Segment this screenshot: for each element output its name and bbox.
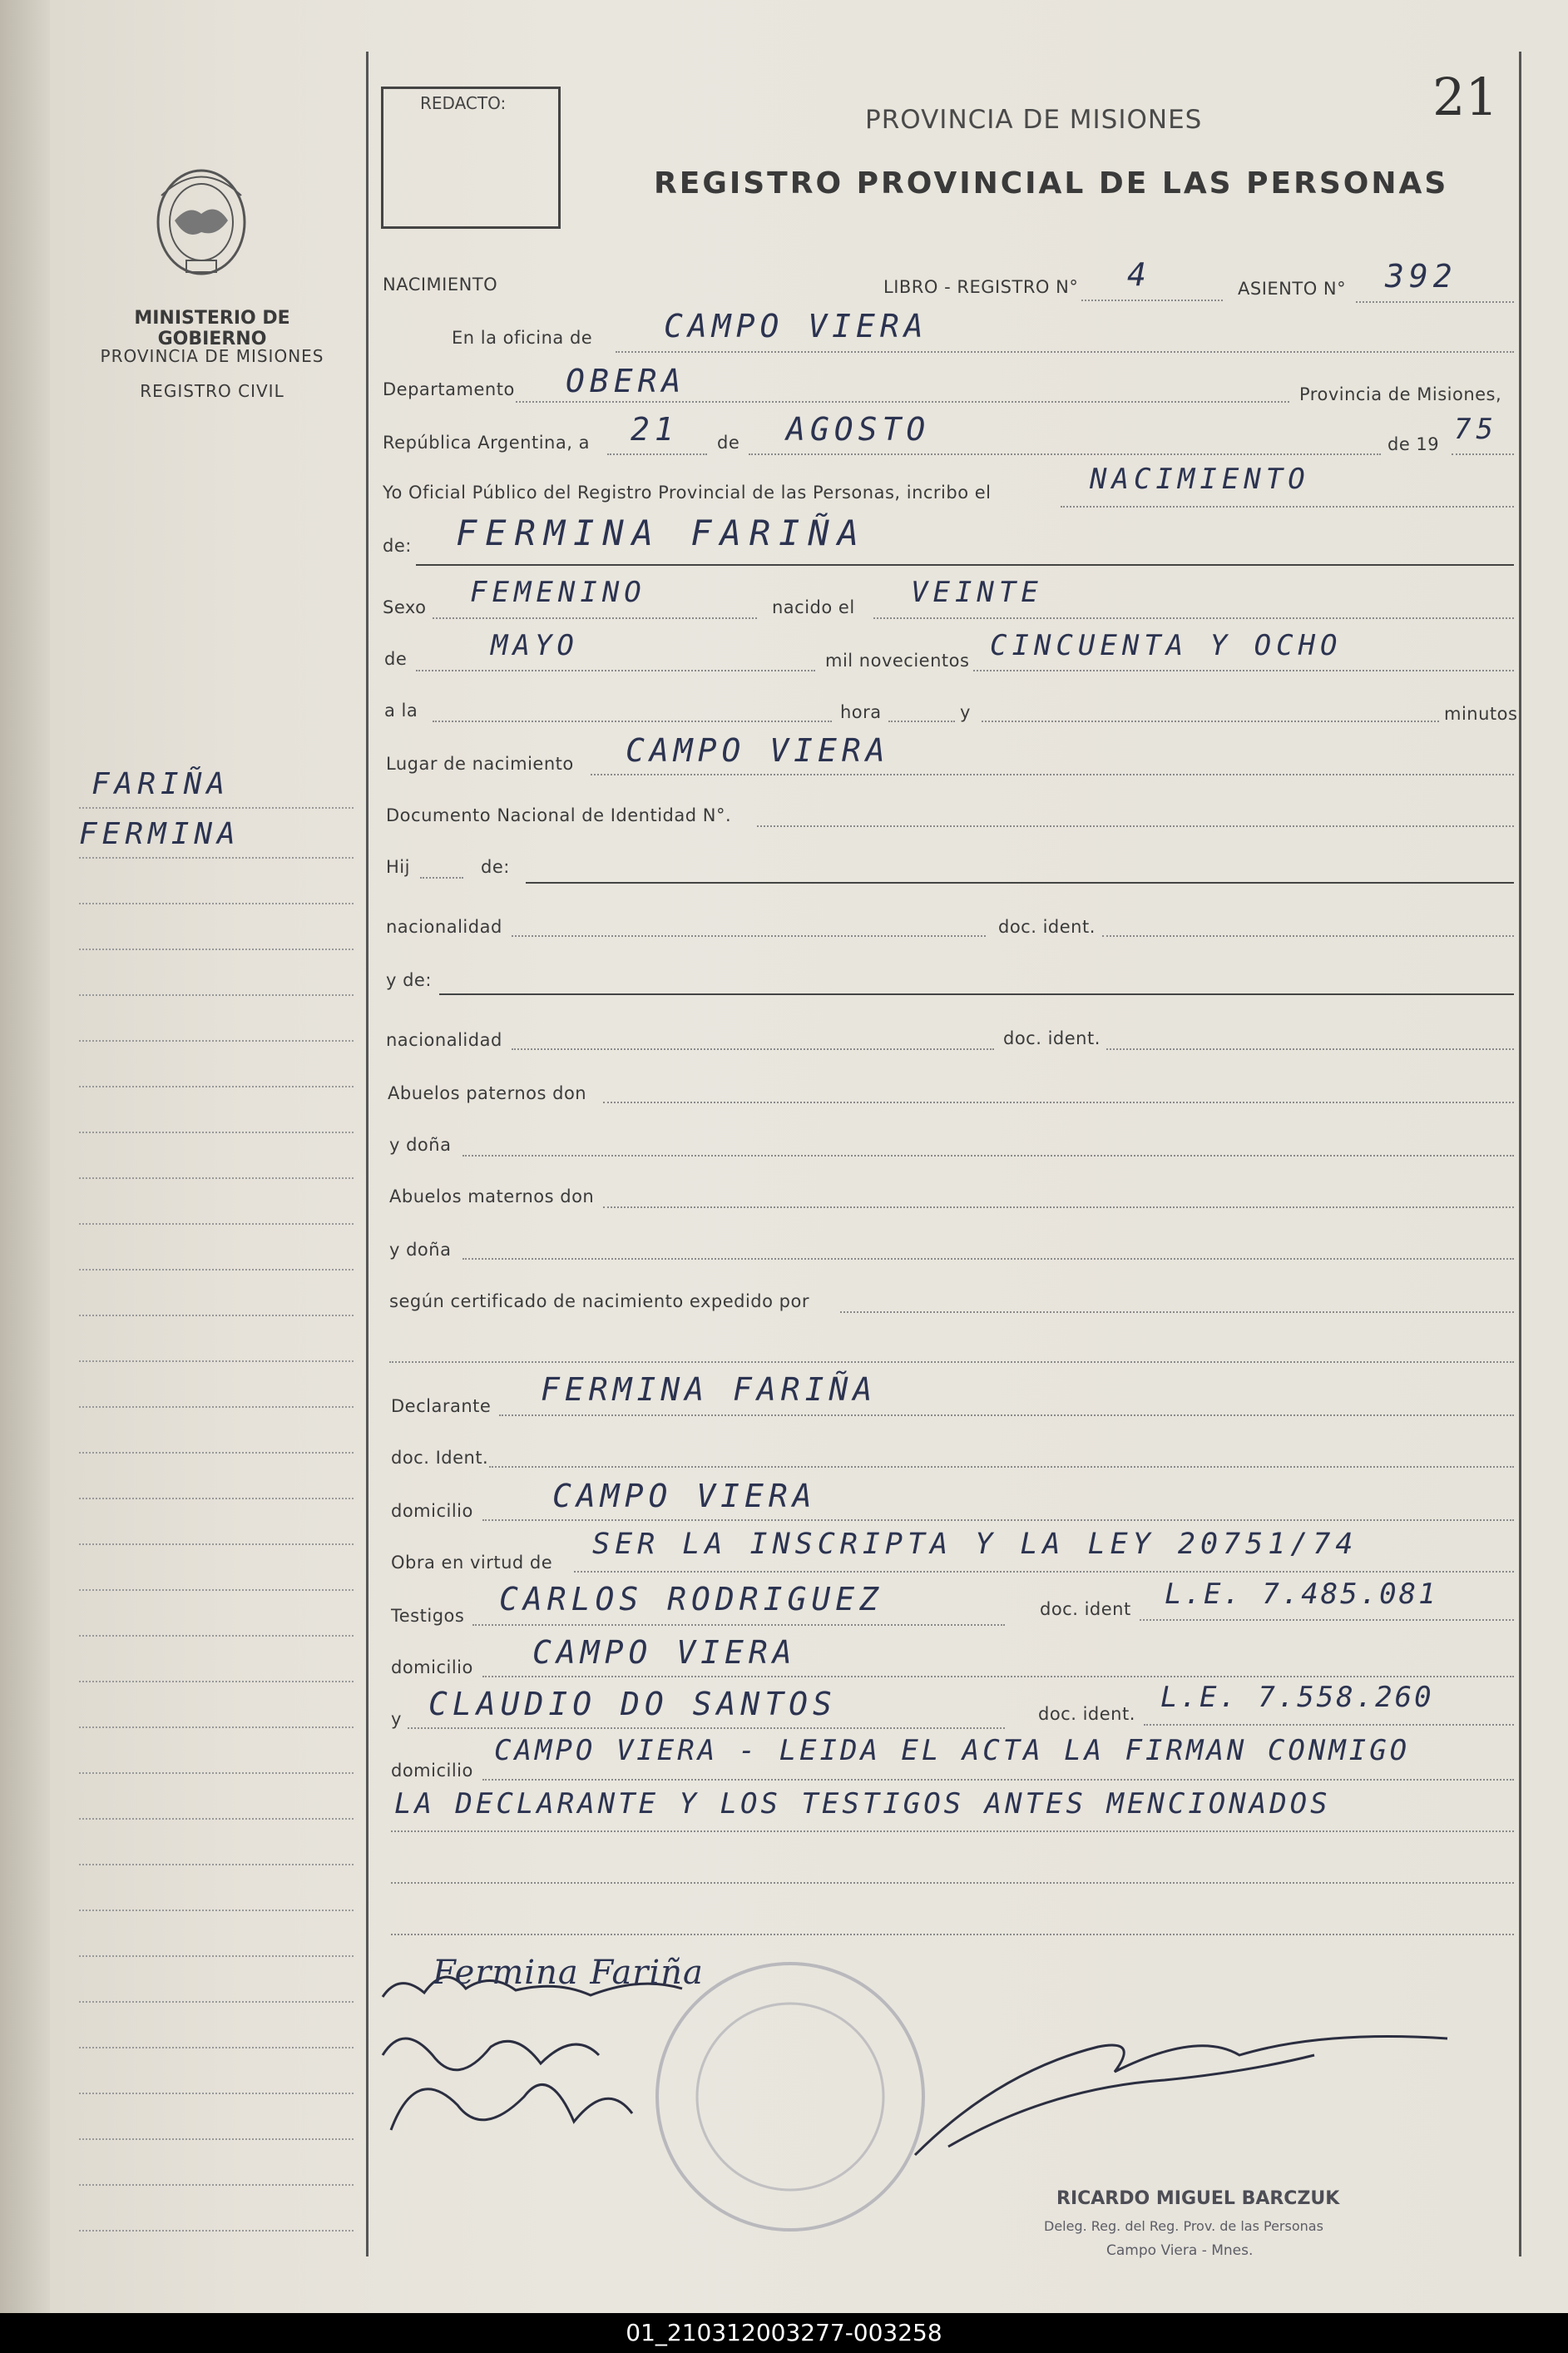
margin-note-surname: FARIÑA <box>92 767 230 801</box>
margin-rule <box>79 1681 354 1682</box>
year-line <box>1452 453 1514 455</box>
testigo2-value: CLAUDIO DO SANTOS <box>428 1686 837 1722</box>
margin-rule <box>79 2138 354 2140</box>
margin-rule <box>79 1726 354 1728</box>
milnov-label: mil novecientos <box>825 651 970 671</box>
testigo2-doc: L.E. 7.558.260 <box>1160 1681 1434 1714</box>
margin-rule <box>79 1772 354 1774</box>
province-heading: PROVINCIA DE MISIONES <box>865 105 1203 135</box>
domicilio3-line <box>482 1779 1514 1781</box>
dni-line <box>757 825 1514 827</box>
margin-rule <box>79 1543 354 1545</box>
registry-title: REGISTRO PROVINCIAL DE LAS PERSONAS <box>654 166 1449 201</box>
testigo1-value: CARLOS RODRIGUEZ <box>499 1581 884 1617</box>
parent2-line <box>439 993 1514 995</box>
obra-label: Obra en virtud de <box>391 1553 553 1573</box>
official-statement-label: Yo Oficial Público del Registro Provincial de las Personas, incribo el <box>383 483 992 503</box>
ydona1-line <box>462 1155 1514 1157</box>
testigo1-doc: L.E. 7.485.081 <box>1165 1578 1438 1611</box>
nacionalidad-label: nacionalidad <box>386 917 502 937</box>
blank-line <box>391 1882 1514 1884</box>
lugar-line <box>591 774 1514 775</box>
oficina-value: CAMPO VIERA <box>664 308 928 344</box>
day-line <box>607 453 707 455</box>
nacido-label: nacido el <box>772 597 855 617</box>
nacionalidad-line <box>512 935 986 937</box>
official-name: RICARDO MIGUEL BARCZUK <box>1056 2188 1340 2209</box>
nacionalidad2-line <box>512 1048 994 1050</box>
margin-rule <box>79 1452 354 1454</box>
margin-rule <box>79 2093 354 2094</box>
margin-rule <box>79 1910 354 1911</box>
declarante-line <box>499 1414 1514 1416</box>
abuelos-paternos-label: Abuelos paternos don <box>388 1083 587 1103</box>
departamento-value: OBERA <box>566 363 686 399</box>
docident-label: doc. ident. <box>998 917 1096 937</box>
hora-line <box>888 721 955 722</box>
asiento-value: 392 <box>1385 258 1457 295</box>
sexo-label: Sexo <box>383 597 427 617</box>
lugar-label: Lugar de nacimiento <box>386 754 574 774</box>
margin-rule <box>79 2230 354 2232</box>
nacionalidad2-label: nacionalidad <box>386 1030 502 1050</box>
sexo-value: FEMENINO <box>470 576 646 609</box>
margin-note-given-name: FERMINA <box>79 817 240 851</box>
lugar-value: CAMPO VIERA <box>626 732 890 769</box>
right-border-line <box>1519 52 1521 2256</box>
domicilio3-label: domicilio <box>391 1761 473 1781</box>
docident-line <box>1102 935 1514 937</box>
domicilio1-line <box>482 1519 1514 1521</box>
margin-rule <box>79 1498 354 1499</box>
redacto-label: REDACTO: <box>420 93 507 113</box>
ala-line <box>433 721 832 722</box>
declarant-signature: Fermina Fariña <box>433 1954 704 1992</box>
asiento-label: ASIENTO N° <box>1238 279 1347 299</box>
ministry-label: MINISTERIO DE GOBIERNO <box>134 308 290 349</box>
left-border-line <box>366 52 369 2256</box>
margin-rule <box>79 903 354 904</box>
dni-label: Documento Nacional de Identidad N°. <box>386 805 732 825</box>
margin-rule <box>79 2184 354 2186</box>
closing-line <box>391 1830 1514 1832</box>
docident2-line <box>1106 1048 1514 1050</box>
testigo1-doc-line <box>1140 1619 1514 1621</box>
margin-rule <box>79 1177 354 1179</box>
record-type-label: NACIMIENTO <box>383 275 498 295</box>
official-line <box>1061 506 1514 508</box>
birth-month-value: MAYO <box>491 629 579 662</box>
official-place: Campo Viera - Mnes. <box>1106 2242 1254 2259</box>
margin-rule <box>79 1269 354 1271</box>
docident2-label: doc. ident. <box>1003 1028 1101 1048</box>
ydona2-line <box>462 1258 1514 1260</box>
sidebar-registry: REGISTRO CIVIL <box>140 381 284 401</box>
margin-rule <box>79 1589 354 1591</box>
yde-label: y de: <box>386 970 432 990</box>
sidebar-province: PROVINCIA DE MISIONES <box>100 346 324 366</box>
declarante-value: FERMINA FARIÑA <box>541 1371 878 1408</box>
margin-rule <box>79 1040 354 1042</box>
minutos-label: minutos <box>1444 704 1518 724</box>
obra-line <box>574 1571 1514 1573</box>
domicilio1-label: domicilio <box>391 1501 473 1521</box>
birth-year-value: CINCUENTA Y OCHO <box>990 629 1343 662</box>
margin-rule <box>79 1864 354 1865</box>
abuelos-paternos-line <box>603 1102 1514 1103</box>
ala-label: a la <box>384 701 418 721</box>
year-prefix-label: de 19 <box>1387 434 1440 454</box>
page-number: 21 <box>1432 67 1498 127</box>
hij-de-label: de: <box>481 857 510 877</box>
name-de-label: de: <box>383 536 412 556</box>
asiento-line <box>1356 301 1514 303</box>
provincia-label: Provincia de Misiones, <box>1299 384 1502 404</box>
image-code-footer: 01_210312003277-003258 <box>0 2313 1568 2353</box>
closing-value: LA DECLARANTE Y LOS TESTIGOS ANTES MENCIONADOS <box>394 1787 1331 1820</box>
hij-label: Hij <box>386 857 410 877</box>
margin-rule <box>79 857 354 859</box>
margin-rule <box>79 2001 354 2003</box>
margin-rule <box>79 994 354 996</box>
margin-rule <box>79 1223 354 1225</box>
margin-rule <box>79 1818 354 1820</box>
docident4-label: doc. ident <box>1040 1599 1131 1619</box>
ydona1-label: y doña <box>389 1135 452 1155</box>
minutos-line <box>982 721 1439 722</box>
certificado-label: según certificado de nacimiento expedido por <box>389 1291 809 1311</box>
testigo2-line <box>408 1727 1005 1729</box>
margin-rule <box>79 1360 354 1362</box>
margin-rule <box>79 807 354 809</box>
nacido-value: VEINTE <box>911 576 1043 609</box>
oficina-line <box>616 351 1514 353</box>
docident5-label: doc. ident. <box>1038 1704 1135 1724</box>
libro-label: LIBRO - REGISTRO N° <box>883 277 1079 297</box>
margin-rule <box>79 1315 354 1316</box>
testigos-label: Testigos <box>391 1606 465 1626</box>
birth-de-label: de <box>384 649 408 669</box>
date-de-label: de <box>717 433 740 453</box>
testigo1-line <box>472 1624 1005 1626</box>
domicilio3-value: CAMPO VIERA - LEIDA EL ACTA LA FIRMAN CONMIGO <box>494 1734 1411 1767</box>
official-role: Deleg. Reg. del Reg. Prov. de las Personas <box>1044 2218 1323 2234</box>
official-value: NACIMIENTO <box>1090 463 1310 496</box>
margin-rule <box>79 1955 354 1957</box>
domicilio2-line <box>482 1676 1514 1677</box>
ydona2-label: y doña <box>389 1240 452 1260</box>
hora-label: hora <box>840 702 882 722</box>
margin-rule <box>79 949 354 950</box>
hij-line <box>420 877 463 879</box>
libro-line <box>1081 300 1223 301</box>
year-value: 75 <box>1454 413 1498 446</box>
docident3-label: doc. Ident. <box>391 1448 489 1468</box>
registered-name: FERMINA FARIÑA <box>456 513 868 553</box>
coat-of-arms-icon <box>143 162 260 287</box>
domicilio2-label: domicilio <box>391 1657 473 1677</box>
domicilio1-value: CAMPO VIERA <box>552 1478 817 1514</box>
certificado-line-2 <box>389 1361 1514 1363</box>
page-gutter-shadow <box>0 0 50 2313</box>
certificado-line <box>840 1311 1514 1313</box>
testigo2-doc-line <box>1144 1724 1514 1726</box>
month-line <box>749 453 1381 455</box>
declarante-label: Declarante <box>391 1396 492 1416</box>
parent1-line <box>526 882 1514 884</box>
margin-rule <box>79 1086 354 1087</box>
docident3-line <box>489 1466 1514 1468</box>
obra-value: SER LA INSCRIPTA Y LA LEY 20751/74 <box>592 1528 1358 1561</box>
libro-value: 4 <box>1127 256 1151 293</box>
day-value: 21 <box>631 411 679 448</box>
margin-rule <box>79 1132 354 1133</box>
oficina-label: En la oficina de <box>452 328 593 348</box>
nacido-line <box>873 617 1514 619</box>
departamento-label: Departamento <box>383 379 515 399</box>
margin-rule <box>79 2047 354 2048</box>
y2-label: y <box>391 1709 402 1729</box>
sexo-line <box>433 617 757 619</box>
birth-year-line <box>973 670 1514 671</box>
margin-rule <box>79 1635 354 1637</box>
abuelos-maternos-line <box>603 1206 1514 1208</box>
departamento-line <box>516 401 1289 403</box>
republica-label: República Argentina, a <box>383 433 590 453</box>
name-line <box>416 564 1514 566</box>
domicilio2-value: CAMPO VIERA <box>532 1634 797 1671</box>
birth-month-line <box>416 670 815 671</box>
month-value: AGOSTO <box>786 411 931 448</box>
y-label: y <box>960 702 971 722</box>
margin-rule <box>79 1406 354 1408</box>
abuelos-maternos-label: Abuelos maternos don <box>389 1186 595 1206</box>
